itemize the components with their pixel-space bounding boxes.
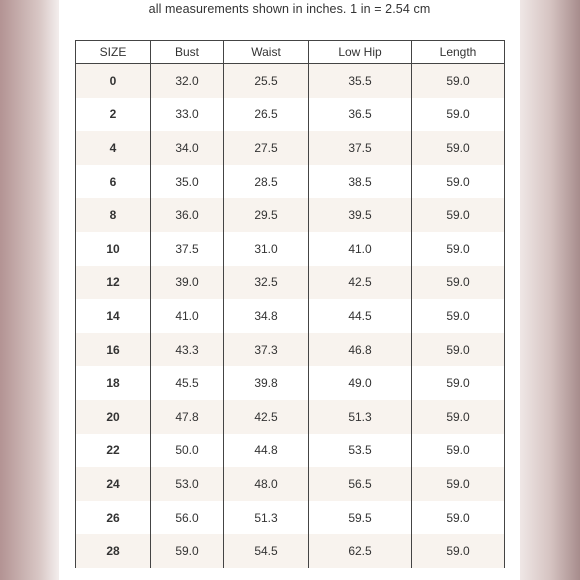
cell-length: 59.0 xyxy=(412,64,505,98)
table-row xyxy=(76,467,505,501)
size-table-container xyxy=(75,40,504,568)
cell-bust: 43.3 xyxy=(151,333,224,367)
cell-length: 59.0 xyxy=(412,299,505,333)
table-row xyxy=(76,232,505,266)
header-low-hip: Low Hip xyxy=(309,41,412,64)
cell-waist: 51.3 xyxy=(224,501,309,535)
cell-low-hip: 53.5 xyxy=(309,434,412,468)
cell-waist: 44.8 xyxy=(224,434,309,468)
cell-bust: 39.0 xyxy=(151,266,224,300)
table-row xyxy=(76,266,505,300)
cell-low-hip: 44.5 xyxy=(309,299,412,333)
table-row xyxy=(76,501,505,535)
cell-waist: 37.3 xyxy=(224,333,309,367)
cell-waist: 32.5 xyxy=(224,266,309,300)
size-chart-sheet xyxy=(59,0,520,580)
cell-waist: 29.5 xyxy=(224,198,309,232)
cell-waist: 48.0 xyxy=(224,467,309,501)
cell-size: 20 xyxy=(76,400,151,434)
header-length: Length xyxy=(412,41,505,64)
cell-bust: 33.0 xyxy=(151,98,224,132)
cell-length: 59.0 xyxy=(412,366,505,400)
cell-waist: 25.5 xyxy=(224,64,309,98)
cell-low-hip: 42.5 xyxy=(309,266,412,300)
cell-size: 16 xyxy=(76,333,151,367)
cell-bust: 37.5 xyxy=(151,232,224,266)
cell-size: 2 xyxy=(76,98,151,132)
cell-bust: 45.5 xyxy=(151,366,224,400)
measurement-note: all measurements shown in inches. 1 in = 2.54 cm xyxy=(148,2,431,16)
cell-bust: 53.0 xyxy=(151,467,224,501)
background-right xyxy=(520,0,580,580)
cell-low-hip: 59.5 xyxy=(309,501,412,535)
cell-size: 0 xyxy=(76,64,151,98)
cell-length: 59.0 xyxy=(412,98,505,132)
header-row xyxy=(76,41,505,64)
table-row xyxy=(76,299,505,333)
cell-waist: 26.5 xyxy=(224,98,309,132)
cell-length: 59.0 xyxy=(412,501,505,535)
cell-bust: 41.0 xyxy=(151,299,224,333)
cell-size: 18 xyxy=(76,366,151,400)
cell-size: 14 xyxy=(76,299,151,333)
cell-length: 59.0 xyxy=(412,400,505,434)
cell-length: 59.0 xyxy=(412,467,505,501)
cell-size: 22 xyxy=(76,434,151,468)
cell-length: 59.0 xyxy=(412,266,505,300)
table-body xyxy=(76,64,505,568)
cell-size: 26 xyxy=(76,501,151,535)
cell-bust: 34.0 xyxy=(151,131,224,165)
header-bust: Bust xyxy=(151,41,224,64)
cell-size: 12 xyxy=(76,266,151,300)
cell-low-hip: 62.5 xyxy=(309,534,412,568)
cell-low-hip: 36.5 xyxy=(309,98,412,132)
cell-low-hip: 39.5 xyxy=(309,198,412,232)
cell-length: 59.0 xyxy=(412,534,505,568)
table-header xyxy=(76,41,505,64)
cell-length: 59.0 xyxy=(412,434,505,468)
cell-waist: 42.5 xyxy=(224,400,309,434)
table-row xyxy=(76,366,505,400)
cell-size: 8 xyxy=(76,198,151,232)
cell-waist: 28.5 xyxy=(224,165,309,199)
header-size: SIZE xyxy=(76,41,151,64)
cell-bust: 59.0 xyxy=(151,534,224,568)
table-row xyxy=(76,198,505,232)
cell-waist: 39.8 xyxy=(224,366,309,400)
table-row xyxy=(76,534,505,568)
header-waist: Waist xyxy=(224,41,309,64)
cell-low-hip: 37.5 xyxy=(309,131,412,165)
cell-size: 24 xyxy=(76,467,151,501)
cell-length: 59.0 xyxy=(412,198,505,232)
table-row xyxy=(76,64,505,98)
cell-bust: 36.0 xyxy=(151,198,224,232)
cell-bust: 35.0 xyxy=(151,165,224,199)
cell-low-hip: 38.5 xyxy=(309,165,412,199)
table-row xyxy=(76,131,505,165)
cell-size: 28 xyxy=(76,534,151,568)
cell-length: 59.0 xyxy=(412,131,505,165)
table-row xyxy=(76,165,505,199)
cell-bust: 47.8 xyxy=(151,400,224,434)
cell-length: 59.0 xyxy=(412,232,505,266)
cell-waist: 31.0 xyxy=(224,232,309,266)
cell-bust: 50.0 xyxy=(151,434,224,468)
cell-length: 59.0 xyxy=(412,333,505,367)
table-row xyxy=(76,400,505,434)
table-row xyxy=(76,98,505,132)
cell-low-hip: 41.0 xyxy=(309,232,412,266)
cell-waist: 27.5 xyxy=(224,131,309,165)
cell-size: 6 xyxy=(76,165,151,199)
cell-length: 59.0 xyxy=(412,165,505,199)
cell-low-hip: 46.8 xyxy=(309,333,412,367)
table-row xyxy=(76,333,505,367)
cell-size: 4 xyxy=(76,131,151,165)
cell-low-hip: 51.3 xyxy=(309,400,412,434)
cell-low-hip: 49.0 xyxy=(309,366,412,400)
cell-waist: 54.5 xyxy=(224,534,309,568)
cell-bust: 56.0 xyxy=(151,501,224,535)
cell-bust: 32.0 xyxy=(151,64,224,98)
cell-size: 10 xyxy=(76,232,151,266)
size-chart-table xyxy=(75,40,505,568)
table-row xyxy=(76,434,505,468)
cell-waist: 34.8 xyxy=(224,299,309,333)
cell-low-hip: 35.5 xyxy=(309,64,412,98)
cell-low-hip: 56.5 xyxy=(309,467,412,501)
